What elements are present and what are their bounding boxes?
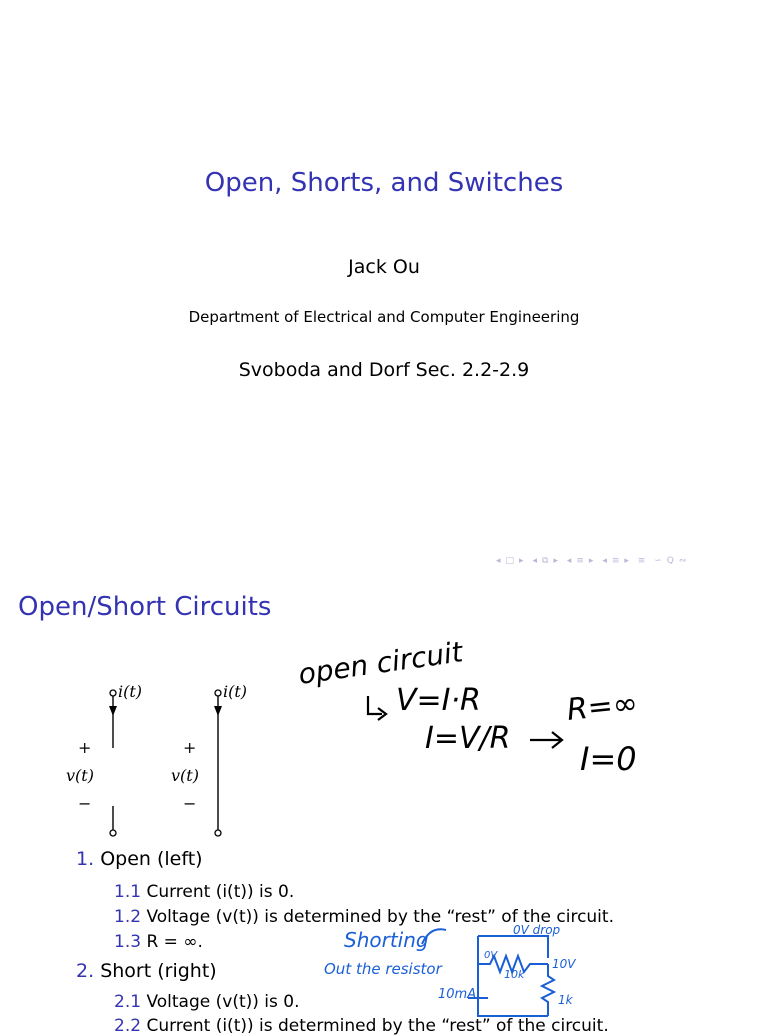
nav-symbol[interactable]: ◂ — [496, 556, 502, 566]
note-10v: 10V — [552, 957, 576, 971]
voltage-label-right: v(t) — [171, 766, 199, 785]
minus-left: − — [78, 794, 92, 813]
current-arrow-left — [109, 706, 117, 716]
nav-symbol[interactable]: Q — [666, 556, 675, 566]
note-1k: 1k — [558, 993, 573, 1007]
nav-symbol[interactable]: ≡ — [576, 556, 585, 566]
sub-text: R = ∞. — [146, 932, 203, 952]
voltage-label-left: v(t) — [66, 766, 94, 785]
current-label-left: i(t) — [118, 682, 143, 701]
content-slide — [0, 576, 768, 1036]
list-number: 1. — [76, 848, 95, 870]
note-10ma: 10mA — [438, 987, 477, 1002]
list-text: Short (right) — [100, 960, 217, 982]
nav-symbol[interactable]: ≡ — [637, 556, 647, 566]
terminal-bottom-right — [215, 830, 221, 836]
nav-symbol[interactable]: □ — [505, 556, 516, 566]
sub-number: 1.3 — [114, 932, 142, 952]
note-out-the-resistor: Out the resistor — [324, 960, 442, 978]
note-10k: 10k — [504, 968, 525, 981]
list-text: Open (left) — [100, 848, 203, 870]
nav-symbol[interactable]: ≡ — [611, 556, 621, 566]
resistor-1k-icon — [542, 964, 554, 1016]
sub-text: Voltage (v(t)) is 0. — [146, 992, 300, 1012]
sub-number: 1.1 — [114, 882, 142, 902]
sketch-ground-wire — [478, 996, 548, 1016]
note-0v: 0V — [484, 950, 498, 961]
nav-symbol[interactable]: ∾ — [678, 556, 688, 566]
minus-right: − — [183, 794, 197, 813]
sub-text: Current (i(t)) is 0. — [146, 882, 295, 902]
author-name: Jack Ou — [348, 256, 420, 278]
note-open-circuit: open circuit — [296, 635, 465, 691]
sub-item — [114, 932, 203, 952]
sub-text: Current (i(t)) is determined by the “rest” of the circuit. — [146, 1016, 609, 1036]
note-current-eq: I=V/R — [425, 721, 511, 756]
plus-right: + — [183, 738, 197, 757]
list-number: 2. — [76, 960, 95, 982]
nav-symbol[interactable]: ◂ — [532, 556, 538, 566]
sub-number: 2.1 — [114, 992, 142, 1012]
current-label-right: i(t) — [223, 682, 248, 701]
handwritten-shorting-sketch — [318, 916, 598, 1026]
implies-arrow-icon — [530, 732, 562, 748]
beamer-navigation-bar[interactable] — [496, 556, 691, 566]
terminal-bottom-left — [110, 830, 116, 836]
note-shorting: Shorting — [344, 928, 429, 952]
nav-symbol[interactable]: ∽ — [654, 556, 663, 566]
hook-arrow-icon — [368, 696, 382, 714]
terminal-top-right — [215, 690, 221, 696]
nav-symbol[interactable]: ▸ — [624, 556, 630, 566]
sub-number: 2.2 — [114, 1016, 142, 1036]
note-zero-current: I=0 — [580, 740, 637, 778]
nav-symbol[interactable]: ◂ — [566, 556, 573, 566]
nav-symbol[interactable]: ▸ — [588, 556, 595, 566]
nav-symbol[interactable]: ◂ — [602, 556, 608, 566]
reference: Svoboda and Dorf Sec. 2.2-2.9 — [238, 359, 530, 381]
note-zero-drop: 0V drop — [513, 923, 561, 937]
list-item-short — [76, 960, 217, 982]
note-infinite-resistance: R=∞ — [565, 685, 640, 728]
presentation-title: Open, Shorts, and Switches — [204, 168, 564, 198]
nav-symbol[interactable]: ▸ — [519, 556, 525, 566]
plus-left: + — [78, 738, 92, 757]
department: Department of Electrical and Computer Engineering — [188, 308, 580, 326]
terminal-top-left — [110, 690, 116, 696]
sub-text: Voltage (v(t)) is determined by the “rest” of the circuit. — [146, 907, 614, 927]
note-ohms-law: V=I·R — [396, 683, 481, 718]
sub-number: 1.2 — [114, 907, 142, 927]
handwritten-notes-open-circuit — [290, 636, 660, 776]
nav-symbol[interactable]: ▸ — [553, 556, 559, 566]
sub-item — [114, 992, 300, 1012]
sketch-circuit — [422, 929, 554, 1016]
current-arrow-right — [214, 706, 222, 716]
nav-symbol[interactable]: ⧉ — [541, 556, 550, 566]
list-item-open — [76, 848, 203, 870]
sub-item — [114, 882, 294, 902]
frame-title: Open/Short Circuits — [18, 592, 272, 622]
sketch-wire — [478, 936, 548, 996]
open-short-circuit-diagram — [60, 676, 270, 846]
